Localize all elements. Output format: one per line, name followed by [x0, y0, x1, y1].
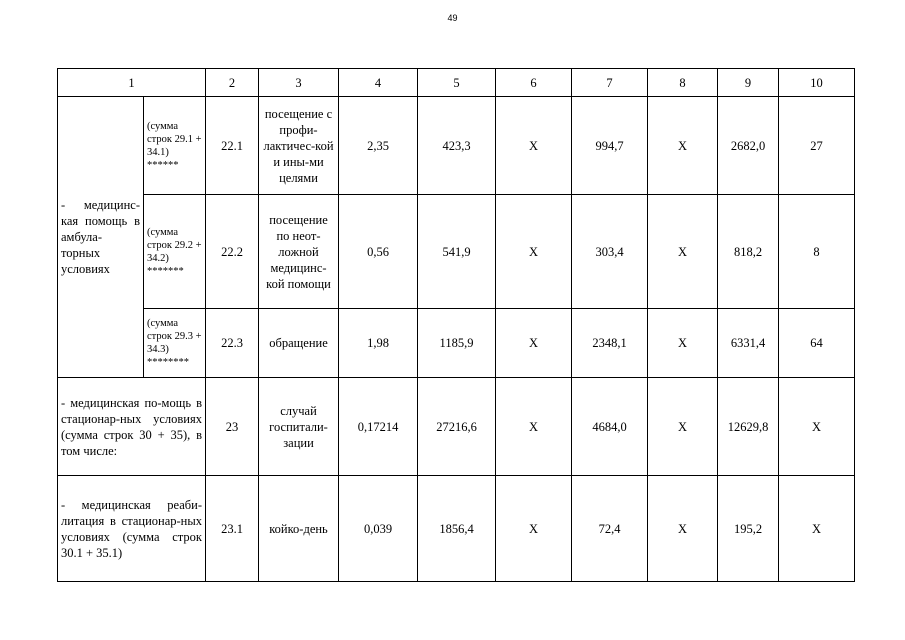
- cell: 818,2: [718, 195, 779, 309]
- row-label: - медицинская по-мощь в стационар-ных условиях (сумма строк 30 + 35), в том числе:: [58, 378, 206, 476]
- cell: 2348,1: [572, 309, 648, 378]
- header-cell: 3: [259, 69, 339, 97]
- cell: Х: [779, 476, 855, 582]
- cell: Х: [648, 476, 718, 582]
- row-label: - медицинская реаби-литация в стационар-ных условиях (сумма строк 30.1 + 35.1): [58, 476, 206, 582]
- cell: 12629,8: [718, 378, 779, 476]
- cell: 6331,4: [718, 309, 779, 378]
- header-cell: 7: [572, 69, 648, 97]
- header-cell: 10: [779, 69, 855, 97]
- cell: Х: [779, 378, 855, 476]
- row-unit: посещение по неот-ложной медицинс-кой помощи: [259, 195, 339, 309]
- row-unit: случай госпитали-зации: [259, 378, 339, 476]
- row-code: 22.3: [206, 309, 259, 378]
- header-cell: 6: [496, 69, 572, 97]
- cell: 0,039: [339, 476, 418, 582]
- cell: 8: [779, 195, 855, 309]
- cell: Х: [648, 309, 718, 378]
- cell: 1185,9: [418, 309, 496, 378]
- row-code: 23.1: [206, 476, 259, 582]
- cell: 994,7: [572, 97, 648, 195]
- cell: 0,17214: [339, 378, 418, 476]
- cell: 2,35: [339, 97, 418, 195]
- cell: Х: [648, 97, 718, 195]
- cell: 303,4: [572, 195, 648, 309]
- cell: 195,2: [718, 476, 779, 582]
- row-sub-label: (сумма строк 29.3 + 34.3) ********: [144, 309, 206, 378]
- cell: 1856,4: [418, 476, 496, 582]
- cell: 72,4: [572, 476, 648, 582]
- cell: 27: [779, 97, 855, 195]
- row-unit: койко-день: [259, 476, 339, 582]
- cell: Х: [496, 309, 572, 378]
- data-table: [57, 68, 855, 582]
- cell: 423,3: [418, 97, 496, 195]
- cell: 2682,0: [718, 97, 779, 195]
- cell: Х: [648, 378, 718, 476]
- header-cell: 1: [58, 69, 206, 97]
- cell: 64: [779, 309, 855, 378]
- cell: 541,9: [418, 195, 496, 309]
- cell: Х: [496, 195, 572, 309]
- table-row: [58, 309, 855, 378]
- cell: 4684,0: [572, 378, 648, 476]
- row-code: 22.2: [206, 195, 259, 309]
- row-sub-label: (сумма строк 29.1 + 34.1) ******: [144, 97, 206, 195]
- row-code: 22.1: [206, 97, 259, 195]
- cell: Х: [496, 97, 572, 195]
- cell: Х: [496, 378, 572, 476]
- cell: 27216,6: [418, 378, 496, 476]
- group-label: - медицинс-кая помощь в амбула-торных условиях: [58, 97, 144, 378]
- header-cell: 9: [718, 69, 779, 97]
- cell: 1,98: [339, 309, 418, 378]
- row-unit: посещение с профи-лактичес-кой и ины-ми целями: [259, 97, 339, 195]
- table-row: [58, 97, 855, 195]
- cell: 0,56: [339, 195, 418, 309]
- header-cell: 5: [418, 69, 496, 97]
- header-cell: 8: [648, 69, 718, 97]
- row-unit: обращение: [259, 309, 339, 378]
- header-cell: 2: [206, 69, 259, 97]
- cell: Х: [496, 476, 572, 582]
- page-number: 49: [447, 13, 458, 23]
- header-cell: 4: [339, 69, 418, 97]
- table-row: [58, 476, 855, 582]
- table-row: [58, 378, 855, 476]
- row-sub-label: (сумма строк 29.2 + 34.2) *******: [144, 195, 206, 309]
- header-row: [58, 69, 855, 97]
- row-code: 23: [206, 378, 259, 476]
- cell: Х: [648, 195, 718, 309]
- table-row: [58, 195, 855, 309]
